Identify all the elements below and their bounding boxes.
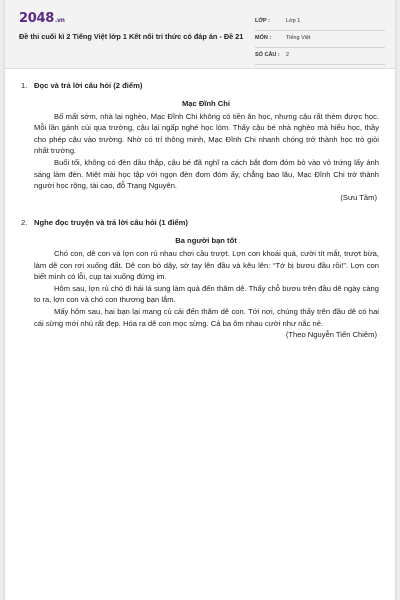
meta-row-class: [255, 14, 385, 31]
question-section-1: [21, 80, 379, 203]
meta-row-subject: [255, 31, 385, 48]
meta-label: SỐ CÂU :: [255, 52, 280, 58]
document-meta: [255, 14, 385, 65]
document-title: Đề thi cuối kì 2 Tiếng Việt lớp 1 Kết nối tri thức có đáp án - Đề 21: [19, 32, 244, 41]
meta-label: LỚP :: [255, 18, 270, 24]
document-page: [5, 0, 395, 600]
meta-value: 2: [286, 52, 290, 58]
question-heading: [21, 80, 379, 94]
question-title: Đọc và trả lời câu hỏi (2 điểm): [34, 81, 143, 90]
logo-domain: .vn: [54, 17, 65, 24]
question-section-2: [21, 217, 379, 340]
site-logo[interactable]: [19, 11, 65, 26]
story-paragraph: Mấy hôm sau, hai bạn lại mang củ cải đến thăm dê con. Tới nơi, chúng thấy trên đầu dê có hai cái sừng mới nhú rất đẹp. Hóa ra dê con mọc sừng. Cả ba ôm nhau cười như nắc nẻ.: [34, 306, 379, 328]
document-content: [21, 80, 379, 341]
story-paragraph: Bố mất sớm, nhà lại nghèo, Mạc Đĩnh Chi không có tiền ăn học, nhưng cậu rất thèm được học. Mỗi lần gánh củi qua trường, cậu lại ngấp nghé học lỏm. Thấy cậu bé nhà nghèo mà hiếu học, thầy cho phép cậu vào trường. Nhờ có trí thông minh, Mạc Đĩnh Chi nhanh chóng trở thành học trò giỏi nhất trường.: [34, 111, 379, 156]
story-title: Mạc Đĩnh Chi: [181, 99, 231, 108]
meta-row-question-count: [255, 48, 385, 65]
meta-label: MÔN :: [255, 35, 272, 41]
question-title: Nghe đọc truyện và trả lời câu hỏi (1 điểm): [34, 218, 188, 228]
document-header: [5, 0, 395, 69]
question-heading: [21, 217, 379, 231]
meta-value: Tiếng Việt: [286, 35, 311, 41]
story-paragraph: Hôm sau, lợn rủ chó đi hái lá sung làm quà đến thăm dê. Thấy chỗ bươu trên đầu dê ngày càng to ra, lợn con và chó con thương bạn lắm.: [34, 283, 379, 305]
meta-value: Lớp 1: [286, 18, 301, 24]
logo-text: 2048: [19, 11, 54, 26]
question-number: 2.: [21, 218, 28, 228]
story-paragraph: Chó con, dê con và lợn con rủ nhau chơi cầu trượt. Lợn con khoái quá, cười tít mắt, trượt bừa, làm dê con rơi xuống đất. Dê con bò dậy, sờ tay lên đầu và kêu lên: “Tớ bị bươu đầu rồi!”. Lợn con biết mình có lỗi, cụp tai xuống đứng im.: [34, 248, 379, 282]
story-source: (Sưu Tầm): [340, 192, 377, 202]
story-paragraph: Buổi tối, không có đèn dầu thắp, cậu bé đã nghĩ ra cách bắt đom đóm bỏ vào vỏ trứng lấy ánh sáng làm đèn. Miệt mài học tập với ngọn đèn đom đóm ấy, chẳng bao lâu, Mạc Đĩnh Chi trở thành người học rộng, tài cao, đỗ Trạng Nguyên.: [34, 157, 379, 191]
story-title: Ba người bạn tốt: [175, 236, 237, 246]
story-source: (Theo Nguyễn Tiến Chiêm): [285, 330, 377, 340]
question-number: 1.: [21, 81, 28, 90]
